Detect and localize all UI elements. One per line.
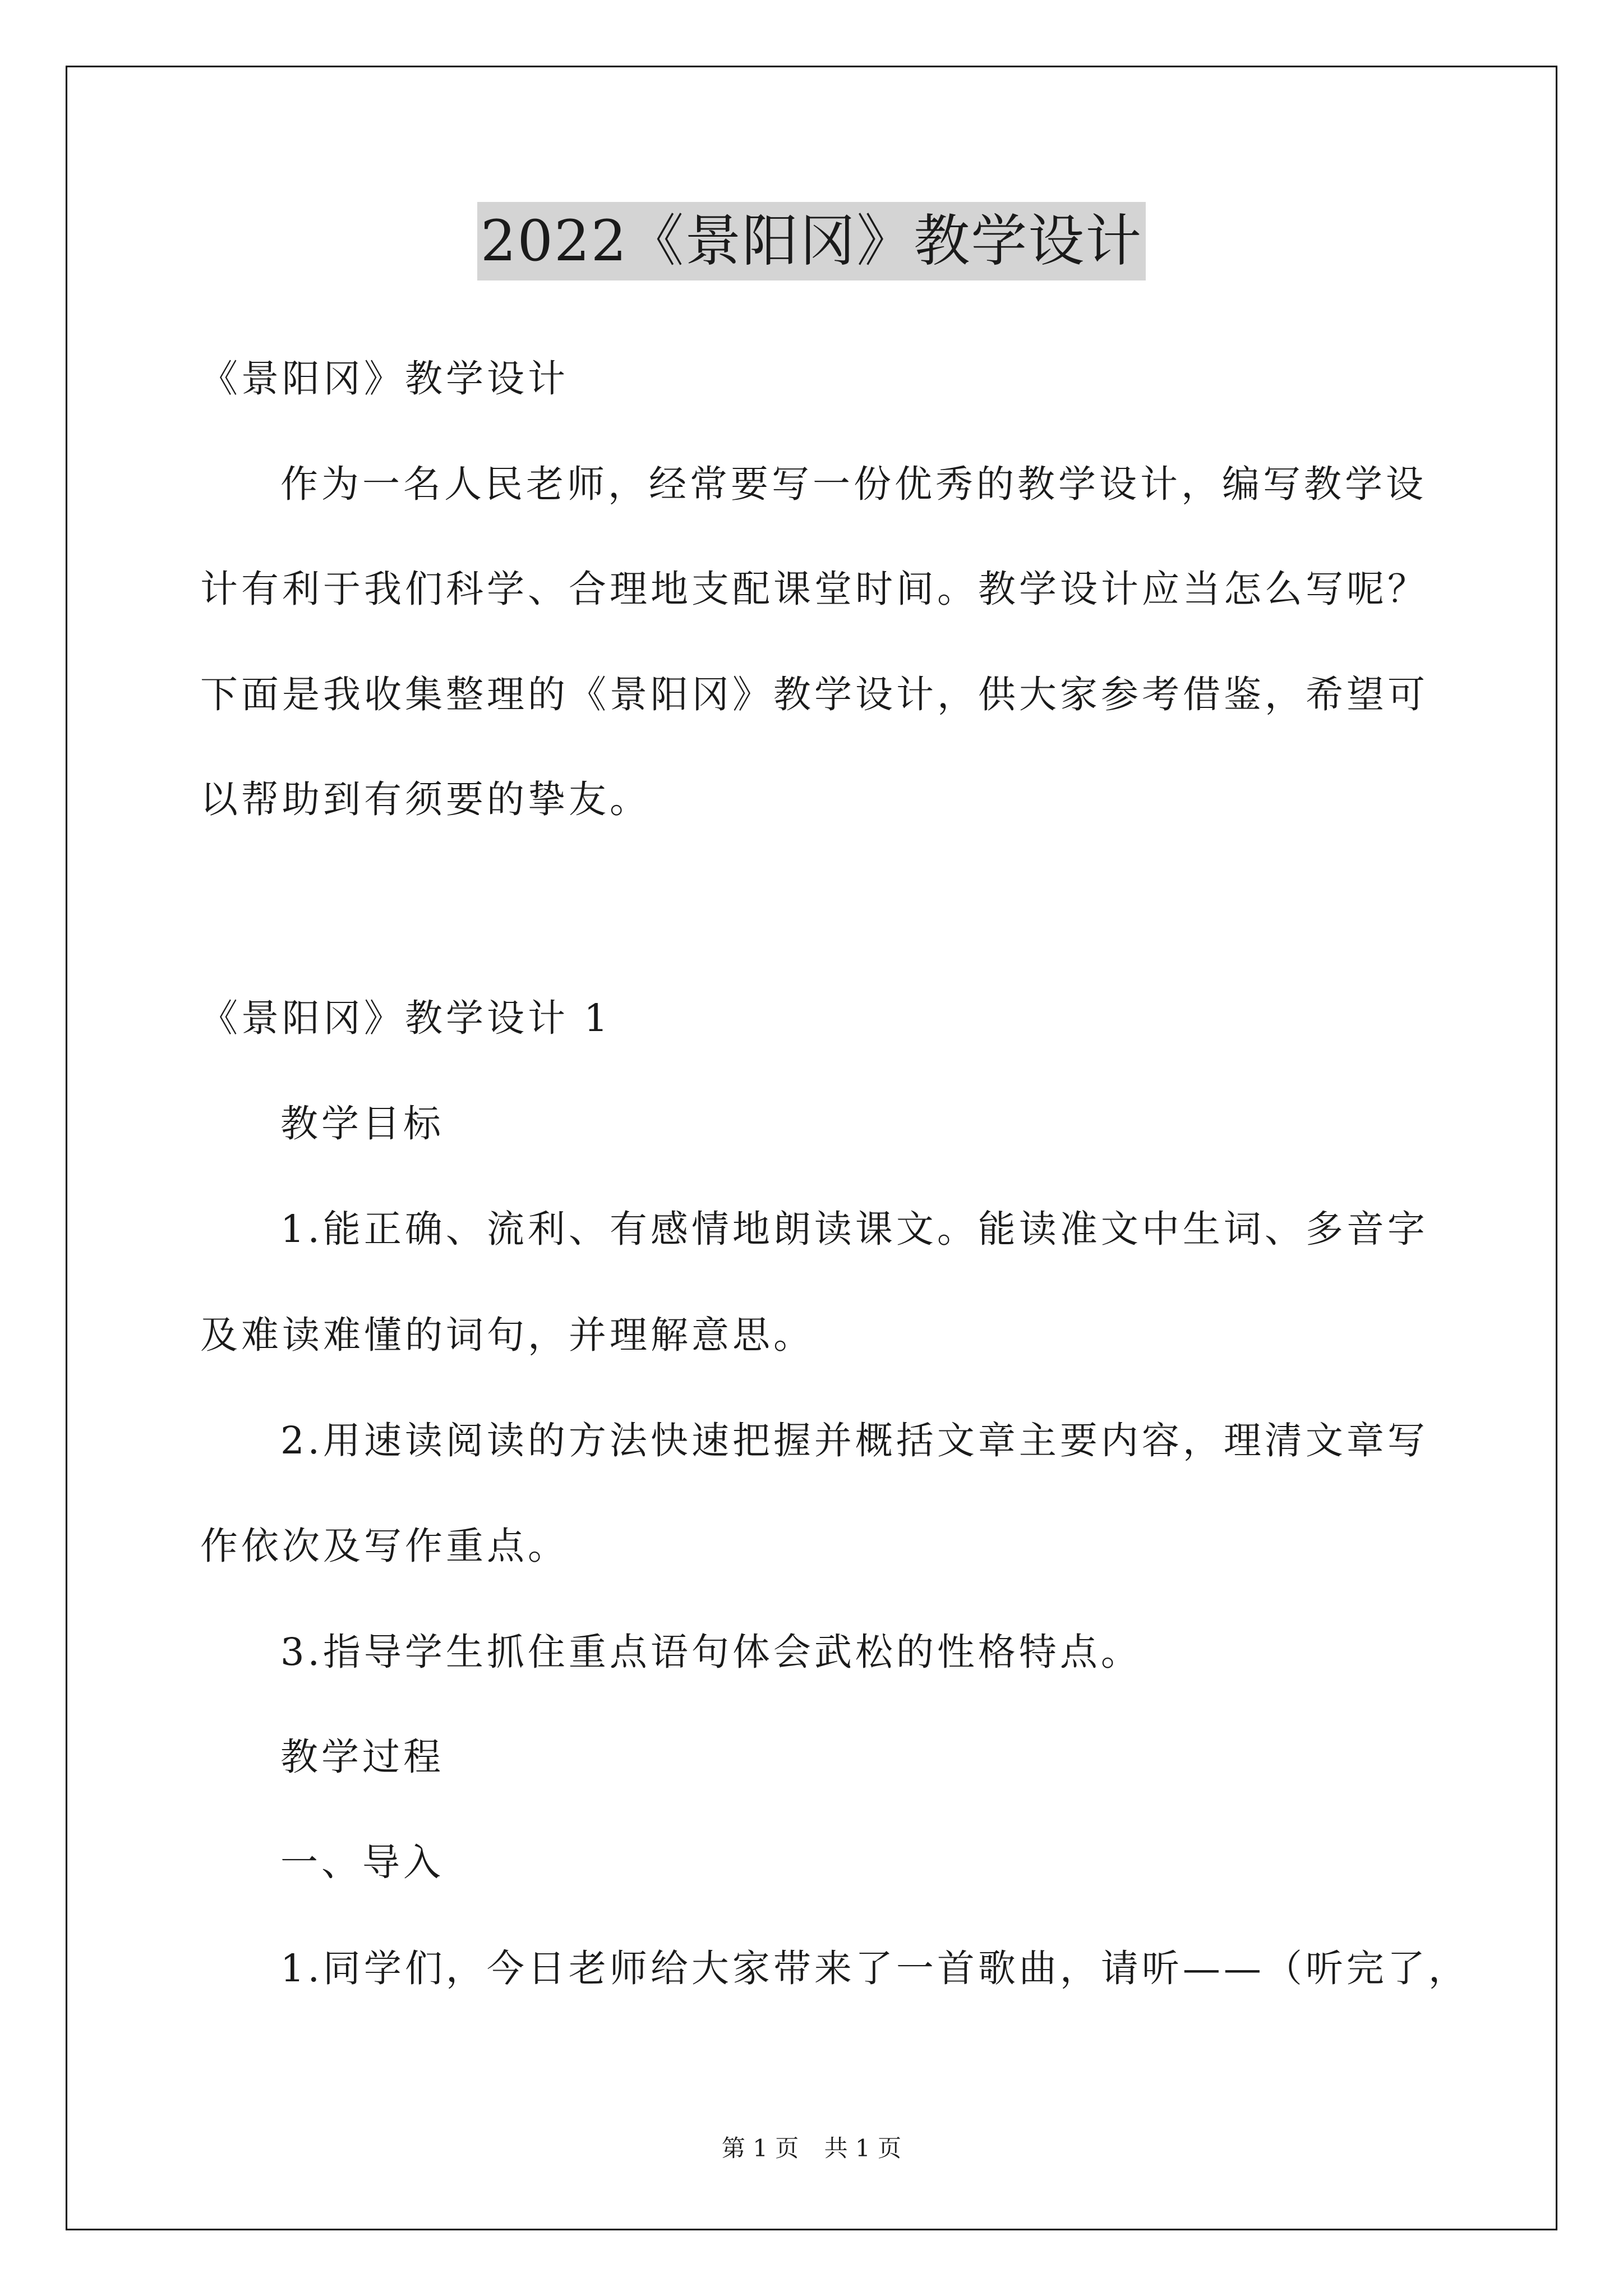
total-pages: 共 1 页: [824, 2134, 902, 2162]
title-container: [0, 202, 1623, 280]
goal-2-line-1: 2.用速读阅读的方法快速把握并概括文章主要内容，理清文章写: [280, 1419, 1428, 1462]
step-1-heading: 一、导入: [280, 1841, 444, 1884]
step-1-item-1: 1.同学们，今日老师给大家带来了一首歌曲，请听——（听完了，: [280, 1947, 1469, 1990]
intro-line-2: 计有利于我们科学、合理地支配课堂时间。教学设计应当怎么写呢？: [200, 567, 1428, 611]
document-title: 2022《景阳冈》教学设计: [477, 202, 1146, 280]
goal-3: 3.指导学生抓住重点语句体会武松的性格特点。: [280, 1630, 1142, 1674]
page-footer: [0, 2132, 1623, 2165]
goal-1-line-1: 1.能正确、流利、有感情地朗读课文。能读准文中生词、多音字: [280, 1207, 1428, 1251]
document-subtitle: 《景阳冈》教学设计: [200, 357, 569, 401]
section-heading: 《景阳冈》教学设计 1: [200, 996, 611, 1040]
intro-line-3: 下面是我收集整理的《景阳冈》教学设计，供大家参考借鉴，希望可: [200, 673, 1428, 716]
intro-line-4: 以帮助到有须要的挚友。: [200, 777, 651, 821]
goal-2-line-2: 作依次及写作重点。: [200, 1524, 569, 1568]
goals-heading: 教学目标: [280, 1102, 444, 1145]
process-heading: 教学过程: [280, 1735, 444, 1779]
goal-1-line-2: 及难读难懂的词句，并理解意思。: [200, 1313, 814, 1357]
intro-line-1: 作为一名人民老师，经常要写一份优秀的教学设计，编写教学设: [280, 462, 1427, 506]
page-number: 第 1 页: [721, 2134, 799, 2162]
